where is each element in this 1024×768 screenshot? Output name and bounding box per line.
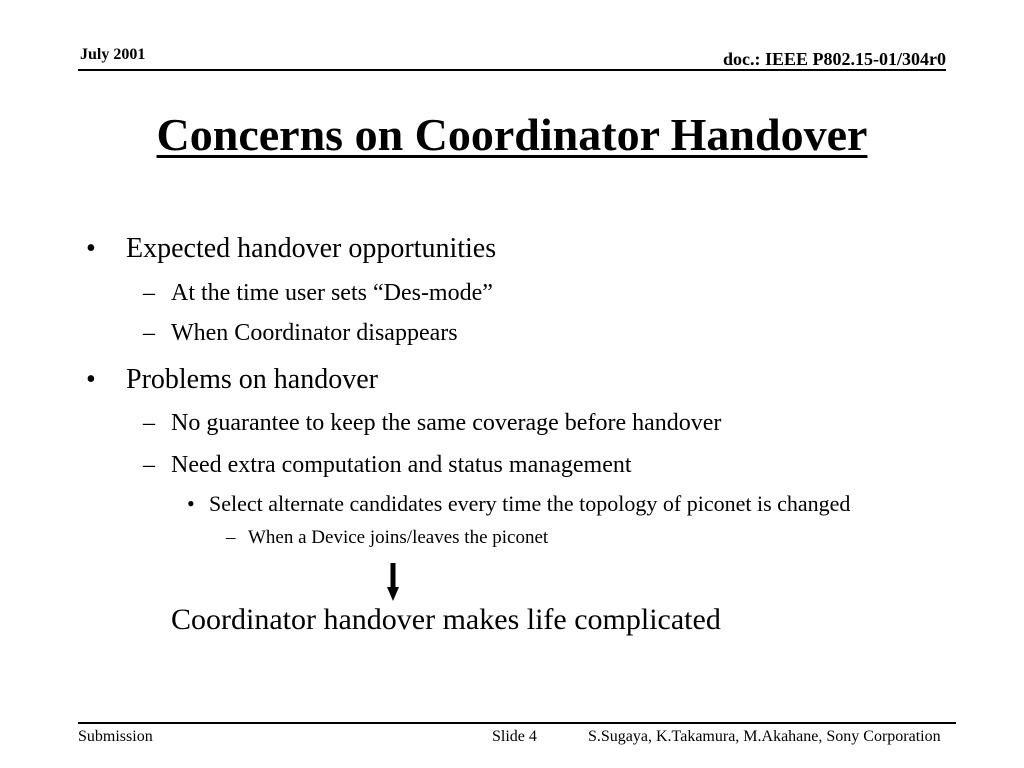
bullet-text: When a Device joins/leaves the piconet bbox=[248, 527, 549, 548]
slide-title: Concerns on Coordinator Handover bbox=[156, 109, 868, 160]
bullet-text: Need extra computation and status management bbox=[171, 452, 632, 478]
header-divider bbox=[78, 69, 946, 71]
dash-marker: – bbox=[143, 410, 155, 436]
bullet-text: Select alternate candidates every time the topology of piconet is changed bbox=[209, 491, 851, 516]
footer-divider bbox=[78, 722, 956, 724]
bullet-marker: • bbox=[86, 364, 96, 395]
bullet-text: Expected handover opportunities bbox=[126, 233, 497, 264]
footer-slide-number: Slide 4 bbox=[492, 728, 537, 745]
bullet-text: No guarantee to keep the same coverage before handover bbox=[171, 410, 722, 436]
dash-marker: – bbox=[226, 527, 236, 548]
down-arrow-icon bbox=[387, 563, 399, 601]
bullet-marker: • bbox=[187, 491, 195, 516]
conclusion-text: Coordinator handover makes life complicated bbox=[171, 603, 721, 636]
footer-submission: Submission bbox=[78, 728, 153, 745]
dash-marker: – bbox=[143, 280, 155, 306]
bullet-text: At the time user sets “Des-mode” bbox=[171, 280, 493, 306]
bullet-marker: • bbox=[86, 233, 96, 264]
header-doc-id: doc.: IEEE P802.15-01/304r0 bbox=[723, 49, 946, 69]
dash-marker: – bbox=[143, 452, 155, 478]
footer-authors: S.Sugaya, K.Takamura, M.Akahane, Sony Corporation bbox=[588, 728, 941, 745]
header-date: July 2001 bbox=[80, 46, 146, 63]
bullet-text: When Coordinator disappears bbox=[171, 320, 458, 346]
dash-marker: – bbox=[143, 320, 155, 346]
bullet-text: Problems on handover bbox=[126, 364, 378, 395]
